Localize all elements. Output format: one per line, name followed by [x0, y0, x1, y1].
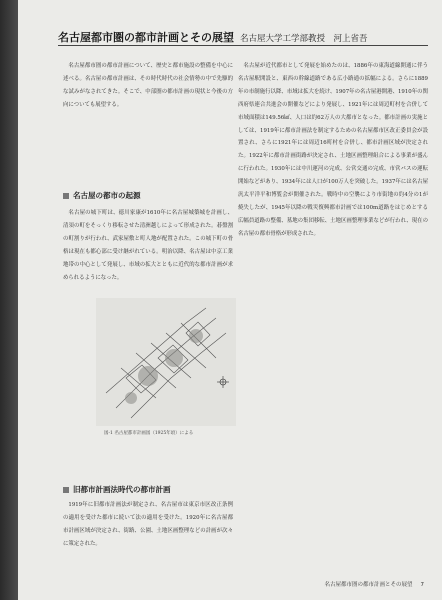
- intro-column: [63, 60, 233, 112]
- article-author: 名古屋大学工学部教授 河上省吾: [240, 34, 368, 44]
- article-header: [58, 27, 428, 46]
- article-title: 名古屋都市圏の都市計画とその展望: [58, 31, 234, 44]
- footer-label: 名古屋都市圏の都市計画とその展望: [324, 582, 413, 588]
- old-law-column: [63, 499, 233, 551]
- book-binding-edge: [0, 0, 18, 600]
- section-marker-icon: [63, 487, 69, 493]
- page-number: 7: [420, 582, 424, 588]
- page-footer: [324, 580, 424, 588]
- section-heading-old-law: [63, 484, 171, 495]
- figure-caption: 図-1 名古屋都市計画図（1925年頃）による: [104, 431, 194, 436]
- section-heading-origin: [63, 190, 141, 201]
- section-title: 旧都市計画法時代の都市計画: [73, 485, 171, 494]
- section-title: 名古屋の都市の起源: [73, 191, 141, 200]
- intro-paragraph: 名古屋都市圏の都市計画について、歴史と都市施設の整備を中心に述べる。名古屋の都市計画は、その時代時代の社会情勢の中で先駆的な試みがなされてきた。そこで、中部圏の都市計画の現状と今後の方向についても展望する。: [63, 63, 233, 108]
- origin-paragraph: 名古屋の城下町は、徳川家康が1610年に名古屋城築城を計画し、清須の町をそっくり移転させた清洲越しによって形成された。碁盤割の町割りが行われ、武家屋敷と町人地が配置された。この城下町の骨格は現在も都心部に受け継がれている。明治以降、名古屋は中京工業地帯の中心として発展し、市域の拡大とともに近代的な都市計画が求められるようになった。: [63, 210, 233, 281]
- right-column: [238, 60, 428, 241]
- journal-page: [18, 0, 442, 600]
- right-paragraph: 名古屋が近代都市として発展を始めたのは、1886年の東海道線開通に伴う名古屋駅開設と、東西の幹線道路である広小路通の拡幅による。さらに1889年の市制施行以降、市域は拡大を続け、1907年の名古屋港開港、1910年の関西府県連合共進会の開催などにより発展し、1921年には周辺町村を合併して市域面積は149.56㎢、人口は約62万人の大都市となった。都市計画の実施としては、1919年に都市計画法を制定するための名古屋都市区改正委員会が設置され、さらに1921年には周辺16町村を合併し、都市計画区域が決定された。1922年に都市計画街路が決定され、土地区画整理組合による事業が盛んに行われた。1930年には中川運河の完成、公営交通の完成、市営バスの運転開始などがあり、1934年には人口が100万人を突破した。1937年には名古屋汎太平洋平和博覧会が開催された。戦時中の空襲により市街地の約4分の1が焼失したが、1945年以降の戦災復興都市計画では100m道路をはじめとする広幅員道路の整備、墓地の集団移転、土地区画整理事業などが行われ、現在の名古屋の都市骨格が形成された。: [238, 63, 428, 237]
- city-plan-map: [96, 298, 236, 426]
- origin-column: [63, 207, 233, 284]
- section-marker-icon: [63, 193, 69, 199]
- old-law-paragraph: 1919年に旧都市計画法が制定され、名古屋市は東京市区改正条例の適用を受けた都市に続いて法の適用を受けた。1920年に名古屋都市計画区域が決定され、街路、公園、土地区画整理などの計画が次々に策定された。: [63, 502, 233, 547]
